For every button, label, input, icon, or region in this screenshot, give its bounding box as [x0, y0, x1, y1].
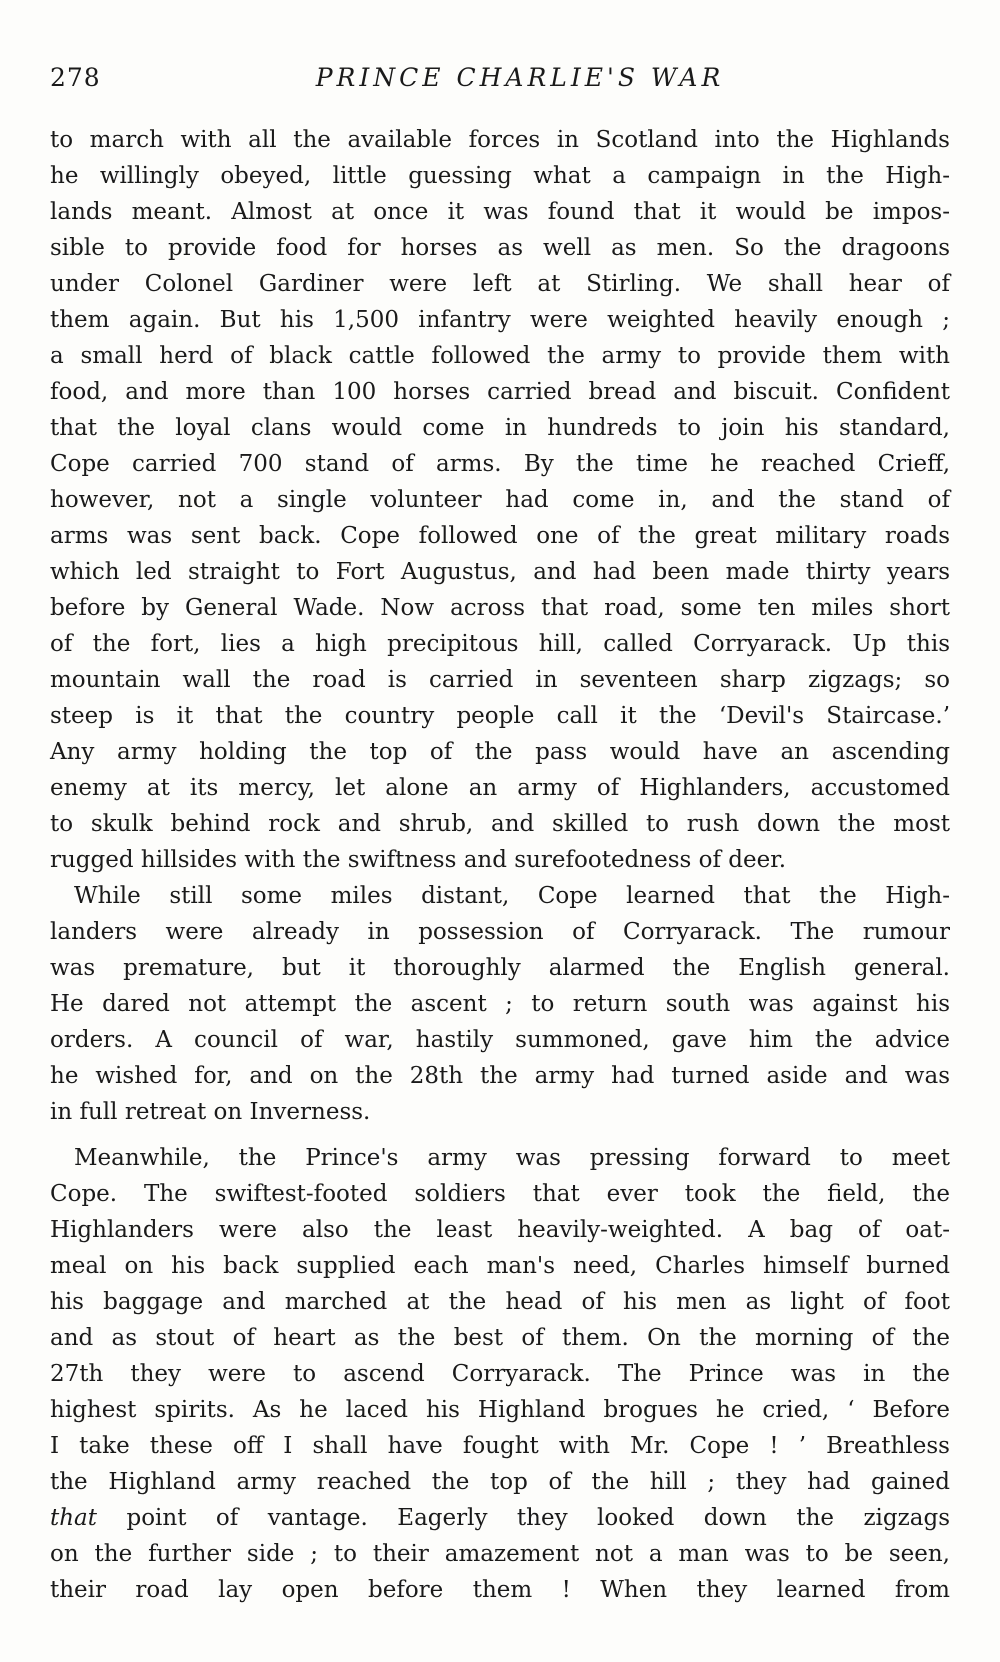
text-line: meal on his back supplied each man's need, Charles himself burned: [50, 1253, 950, 1279]
paragraph-1: [50, 122, 950, 878]
text-line: and as stout of heart as the best of them. On the morning of the: [50, 1325, 950, 1351]
paragraph-3: [50, 1140, 950, 1608]
text-line: his baggage and marched at the head of his men as light of foot: [50, 1289, 950, 1315]
text-line: to march with all the available forces in Scotland into the Highlands: [50, 127, 950, 153]
text-line: rugged hillsides with the swiftness and surefootedness of deer.: [50, 847, 787, 873]
paragraph-2: [50, 878, 950, 1130]
text-line: highest spirits. As he laced his Highland brogues he cried, ‘ Before: [50, 1397, 950, 1423]
text-line: the Highland army reached the top of the hill ; they had gained: [50, 1469, 950, 1495]
text-line: he willingly obeyed, little guessing what a campaign in the High-: [50, 163, 950, 189]
text-line-remainder: point of vantage. Eagerly they looked down the zigzags: [126, 1505, 950, 1531]
text-line: sible to provide food for horses as well as men. So the dragoons: [50, 235, 950, 261]
text-line: their road lay open before them ! When they learned from: [50, 1577, 950, 1603]
text-line: 27th they were to ascend Corryarack. The Prince was in the: [50, 1361, 950, 1387]
text-line: before by General Wade. Now across that road, some ten miles short: [50, 595, 950, 621]
text-line: was premature, but it thoroughly alarmed the English general.: [50, 955, 950, 981]
text-line: however, not a single volunteer had come in, and the stand of: [50, 487, 950, 513]
text-line: Highlanders were also the least heavily-weighted. A bag of oat-: [50, 1217, 950, 1243]
text-line: to skulk behind rock and shrub, and skilled to rush down the most: [50, 811, 950, 837]
text-line: under Colonel Gardiner were left at Stirling. We shall hear of: [50, 271, 950, 297]
text-line: in full retreat on Inverness.: [50, 1099, 371, 1125]
body-text: [50, 122, 950, 1608]
text-line: them again. But his 1,500 infantry were weighted heavily enough ;: [50, 307, 950, 333]
text-line: enemy at its mercy, let alone an army of Highlanders, accustomed: [50, 775, 950, 801]
running-head: [50, 63, 950, 103]
text-line: Cope carried 700 stand of arms. By the time he reached Crieff,: [50, 451, 950, 477]
text-line: a small herd of black cattle followed the army to provide them with: [50, 343, 950, 369]
text-line: lands meant. Almost at once it was found that it would be impos-: [50, 199, 950, 225]
text-line: he wished for, and on the 28th the army had turned aside and was: [50, 1063, 950, 1089]
text-line: Cope. The swiftest-footed soldiers that ever took the field, the: [50, 1181, 950, 1207]
text-line: Meanwhile, the Prince's army was pressing forward to meet: [74, 1145, 950, 1171]
text-line: of the fort, lies a high precipitous hill, called Corryarack. Up this: [50, 631, 950, 657]
text-line: Any army holding the top of the pass would have an ascending: [50, 739, 950, 765]
text-line: steep is it that the country people call it the ‘Devil's Staircase.’: [50, 703, 950, 729]
text-line: landers were already in possession of Corryarack. The rumour: [50, 919, 950, 945]
text-line: on the further side ; to their amazement not a man was to be seen,: [50, 1541, 950, 1567]
text-line: mountain wall the road is carried in seventeen sharp zigzags; so: [50, 667, 950, 693]
page-number: 278: [50, 63, 101, 92]
text-line: food, and more than 100 horses carried bread and biscuit. Confident: [50, 379, 950, 405]
italic-word: that: [50, 1505, 98, 1531]
text-line: While still some miles distant, Cope learned that the High-: [74, 883, 950, 909]
text-line: which led straight to Fort Augustus, and had been made thirty years: [50, 559, 950, 585]
text-line: He dared not attempt the ascent ; to return south was against his: [50, 991, 950, 1017]
text-line: orders. A council of war, hastily summoned, gave him the advice: [50, 1027, 950, 1053]
text-line: that the loyal clans would come in hundreds to join his standard,: [50, 415, 950, 441]
text-line: I take these off I shall have fought with Mr. Cope ! ’ Breathless: [50, 1433, 950, 1459]
text-line-with-italic: [50, 1500, 950, 1536]
text-line: arms was sent back. Cope followed one of the great military roads: [50, 523, 950, 549]
running-title: PRINCE CHARLIE'S WAR: [315, 63, 725, 92]
